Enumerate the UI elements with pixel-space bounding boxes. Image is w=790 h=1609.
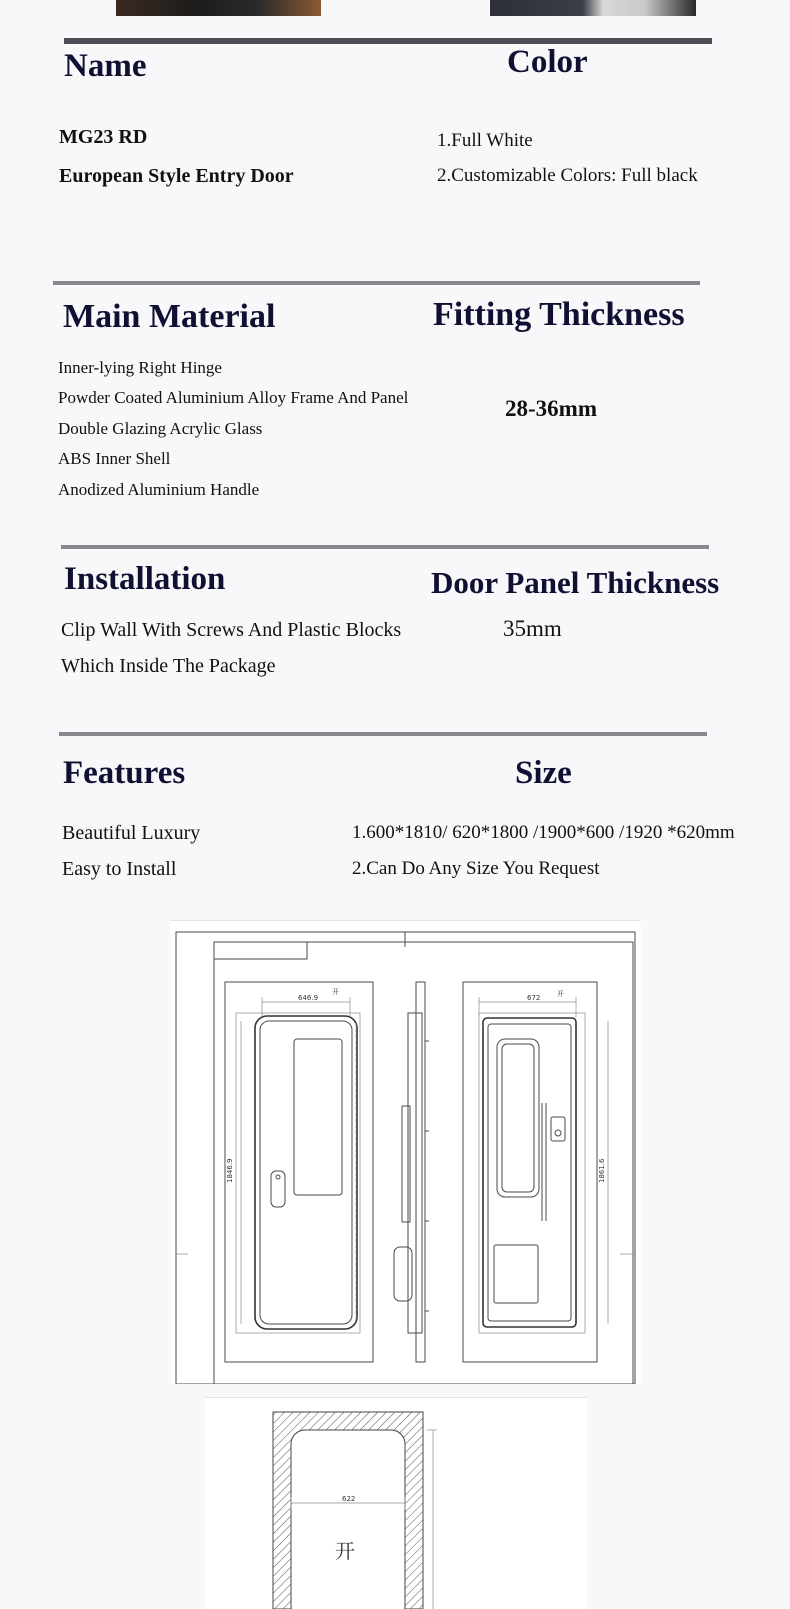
technical-drawing-door-views <box>170 920 641 1384</box>
dim-back-height: 1861.6 <box>598 1158 606 1183</box>
technical-drawing-cutout <box>205 1397 587 1609</box>
installation-line: Which Inside The Package <box>61 655 276 677</box>
door-panel-thickness-heading: Door Panel Thickness <box>431 565 720 600</box>
features-heading: Features <box>63 755 186 791</box>
fitting-thickness-heading: Fitting Thickness <box>433 296 685 333</box>
size-item: 1.600*1810/ 620*1800 /1900*600 /1920 *620mm <box>352 822 735 843</box>
section-divider <box>64 38 712 44</box>
material-item: ABS Inner Shell <box>58 449 171 468</box>
open-mark-back: 开 <box>557 990 564 998</box>
installation-line: Clip Wall With Screws And Plastic Blocks <box>61 619 402 641</box>
name-heading: Name <box>64 48 147 84</box>
dim-front-height: 1846.9 <box>226 1158 234 1183</box>
door-panel-thickness-value: 35mm <box>503 616 562 641</box>
material-item: Double Glazing Acrylic Glass <box>58 419 263 438</box>
open-mark-cutout: 开 <box>335 1539 355 1563</box>
size-item: 2.Can Do Any Size You Request <box>352 858 600 879</box>
section-divider <box>59 732 707 736</box>
dim-back-width: 672 <box>527 994 541 1002</box>
product-name: European Style Entry Door <box>59 165 294 187</box>
material-item: Powder Coated Aluminium Alloy Frame And Panel <box>58 388 409 407</box>
dim-front-width: 646.9 <box>298 994 319 1002</box>
model-number: MG23 RD <box>59 126 148 148</box>
color-option-1: 1.Full White <box>437 130 533 151</box>
product-photo-left <box>116 0 321 16</box>
section-divider <box>61 545 709 549</box>
product-photo-right <box>490 0 696 16</box>
size-heading: Size <box>515 755 572 791</box>
dim-cutout-width: 622 <box>342 1495 356 1503</box>
material-item: Inner-lying Right Hinge <box>58 358 222 377</box>
installation-heading: Installation <box>64 561 226 597</box>
fitting-thickness-value: 28-36mm <box>505 396 597 421</box>
section-divider <box>53 281 700 285</box>
material-item: Anodized Aluminium Handle <box>58 480 260 499</box>
feature-item: Easy to Install <box>62 858 177 880</box>
feature-item: Beautiful Luxury <box>62 822 201 844</box>
color-heading: Color <box>507 44 588 80</box>
open-mark-front: 开 <box>332 988 339 996</box>
color-option-2: 2.Customizable Colors: Full black <box>437 165 698 186</box>
main-material-heading: Main Material <box>63 298 276 335</box>
